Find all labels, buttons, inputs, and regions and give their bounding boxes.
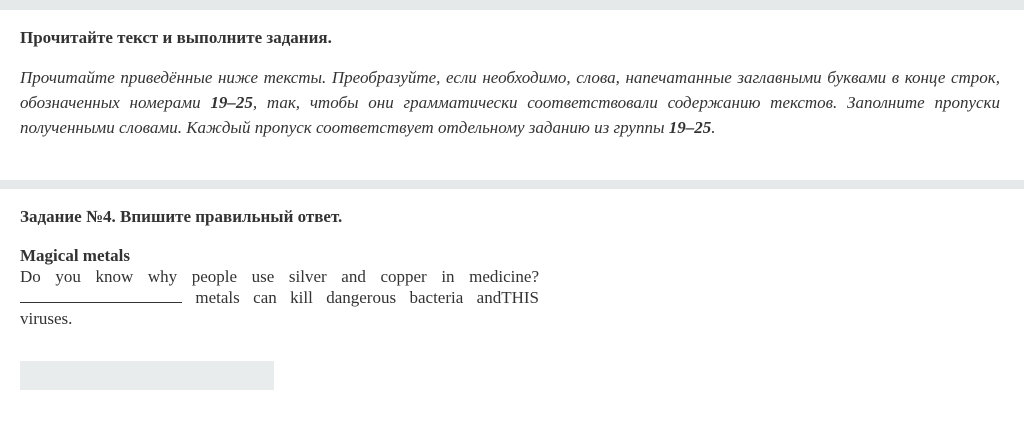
passage-line-3: viruses.	[20, 309, 73, 328]
instructions-text	[20, 65, 1000, 140]
answer-input[interactable]	[20, 361, 274, 390]
task-range-1: 19–25	[210, 93, 253, 112]
passage-line-2-text: metals can kill dangerous bacteria andTHIS	[182, 288, 539, 307]
passage-line-2	[20, 287, 539, 308]
section-title: Прочитайте текст и выполните задания.	[20, 28, 332, 47]
section-divider	[0, 180, 1024, 189]
passage	[20, 245, 539, 329]
answer-blank	[20, 288, 182, 303]
task-range-2: 19–25	[668, 118, 712, 137]
task-title: Задание №4. Впишите правильный ответ.	[20, 207, 343, 226]
passage-line-1: Do you know why people use silver and copper in medicine?	[20, 267, 539, 286]
instructions-part-2: , так, чтобы они грамматически соответствовали содержанию текстов. Заполните пропуски полученными словами. Каждый пропуск соответствует отдельному заданию из группы	[20, 93, 1000, 137]
instructions-end: .	[711, 118, 716, 137]
top-divider	[0, 0, 1024, 10]
instructions-part-1: Прочитайте приведённые ниже тексты. Преобразуйте, если необходимо, слова, напечатанные заглавными буквами в конце строк, обозначенных номерами	[20, 68, 1000, 112]
passage-title: Magical metals	[20, 246, 130, 265]
